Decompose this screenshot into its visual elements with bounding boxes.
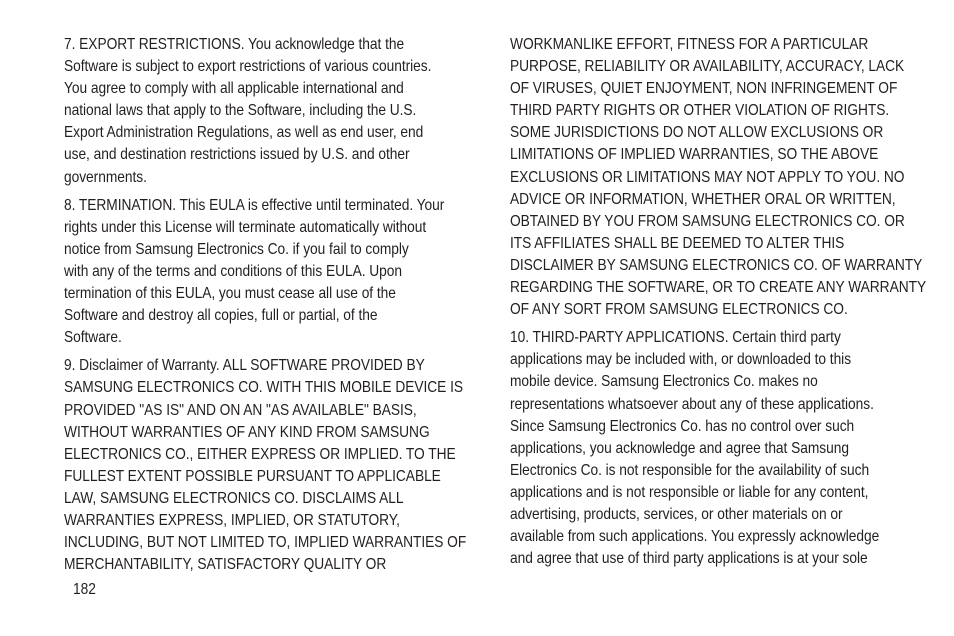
- paragraph-disclaimer-continued: [510, 34, 927, 321]
- paragraph-third-party-applications: [510, 327, 910, 570]
- text-line: SOME JURISDICTIONS DO NOT ALLOW EXCLUSIONS OR: [510, 124, 884, 142]
- text-line: 10. THIRD-PARTY APPLICATIONS. Certain third party: [510, 329, 841, 347]
- paragraph-disclaimer-of-warranty: [64, 355, 467, 576]
- text-line: You agree to comply with all applicable international and: [64, 80, 404, 98]
- text-line: WARRANTIES EXPRESS, IMPLIED, OR STATUTORY,: [64, 511, 400, 529]
- text-line: MERCHANTABILITY, SATISFACTORY QUALITY OR: [64, 556, 387, 574]
- text-line: OF VIRUSES, QUIET ENJOYMENT, NON INFRINGEMENT OF: [510, 80, 898, 98]
- text-line: rights under this License will terminate automatically without: [64, 218, 427, 236]
- text-line: THIRD PARTY RIGHTS OR OTHER VIOLATION OF RIGHTS.: [510, 102, 890, 120]
- right-column: [510, 34, 927, 576]
- text-line: governments.: [64, 168, 147, 186]
- text-line: OBTAINED BY YOU FROM SAMSUNG ELECTRONICS CO. OR: [510, 212, 905, 230]
- text-line: representations whatsoever about any of these applications.: [510, 395, 874, 413]
- text-line: ELECTRONICS CO., EITHER EXPRESS OR IMPLIED. TO THE: [64, 445, 456, 463]
- text-line: termination of this EULA, you must cease all use of the: [64, 285, 396, 303]
- text-line: ADVICE OR INFORMATION, WHETHER ORAL OR WRITTEN,: [510, 190, 896, 208]
- text-line: Software.: [64, 329, 122, 347]
- text-line: INCLUDING, BUT NOT LIMITED TO, IMPLIED WARRANTIES OF: [64, 534, 467, 552]
- text-line: and agree that use of third party applications is at your sole: [510, 550, 868, 568]
- text-line: use, and destination restrictions issued by U.S. and other: [64, 146, 410, 164]
- text-line: applications and is not responsible or liable for any content,: [510, 483, 869, 501]
- text-line: Electronics Co. is not responsible for the availability of such: [510, 461, 870, 479]
- text-line: OF ANY SORT FROM SAMSUNG ELECTRONICS CO.: [510, 301, 848, 319]
- text-line: PURPOSE, RELIABILITY OR AVAILABILITY, ACCURACY, LACK: [510, 58, 905, 76]
- text-line: LIMITATIONS OF IMPLIED WARRANTIES, SO THE ABOVE: [510, 146, 879, 164]
- text-line: ITS AFFILIATES SHALL BE DEEMED TO ALTER THIS: [510, 234, 845, 252]
- text-line: available from such applications. You expressly acknowledge: [510, 528, 880, 546]
- text-line: LAW, SAMSUNG ELECTRONICS CO. DISCLAIMS ALL: [64, 489, 404, 507]
- text-line: SAMSUNG ELECTRONICS CO. WITH THIS MOBILE DEVICE IS: [64, 379, 463, 397]
- text-line: advertising, products, services, or other materials on or: [510, 505, 843, 523]
- text-line: notice from Samsung Electronics Co. if you fail to comply: [64, 240, 409, 258]
- text-line: DISCLAIMER BY SAMSUNG ELECTRONICS CO. OF WARRANTY: [510, 256, 923, 274]
- text-line: Export Administration Regulations, as well as end user, end: [64, 124, 424, 142]
- left-column: [64, 34, 467, 582]
- text-line: WORKMANLIKE EFFORT, FITNESS FOR A PARTICULAR: [510, 36, 869, 53]
- text-line: EXCLUSIONS OR LIMITATIONS MAY NOT APPLY TO YOU. NO: [510, 168, 905, 186]
- text-line: 7. EXPORT RESTRICTIONS. You acknowledge that the: [64, 36, 405, 53]
- text-line: 9. Disclaimer of Warranty. ALL SOFTWARE PROVIDED BY: [64, 357, 425, 375]
- text-line: with any of the terms and conditions of this EULA. Upon: [64, 262, 403, 280]
- text-line: Software is subject to export restrictions of various countries.: [64, 58, 432, 76]
- text-line: Software and destroy all copies, full or partial, of the: [64, 307, 378, 325]
- text-line: 8. TERMINATION. This EULA is effective until terminated. Your: [64, 196, 445, 214]
- text-line: FULLEST EXTENT POSSIBLE PURSUANT TO APPLICABLE: [64, 467, 441, 485]
- paragraph-export-restrictions: [64, 34, 464, 189]
- text-line: WITHOUT WARRANTIES OF ANY KIND FROM SAMSUNG: [64, 423, 430, 441]
- text-line: REGARDING THE SOFTWARE, OR TO CREATE ANY WARRANTY: [510, 279, 927, 297]
- text-line: national laws that apply to the Software, including the U.S.: [64, 102, 417, 120]
- paragraph-termination: [64, 195, 464, 350]
- page-number: 182: [73, 581, 96, 598]
- text-line: applications, you acknowledge and agree that Samsung: [510, 439, 849, 457]
- text-line: mobile device. Samsung Electronics Co. makes no: [510, 373, 818, 391]
- text-line: Since Samsung Electronics Co. has no control over such: [510, 417, 855, 435]
- text-line: PROVIDED "AS IS" AND ON AN "AS AVAILABLE" BASIS,: [64, 401, 417, 419]
- text-line: applications may be included with, or downloaded to this: [510, 351, 852, 369]
